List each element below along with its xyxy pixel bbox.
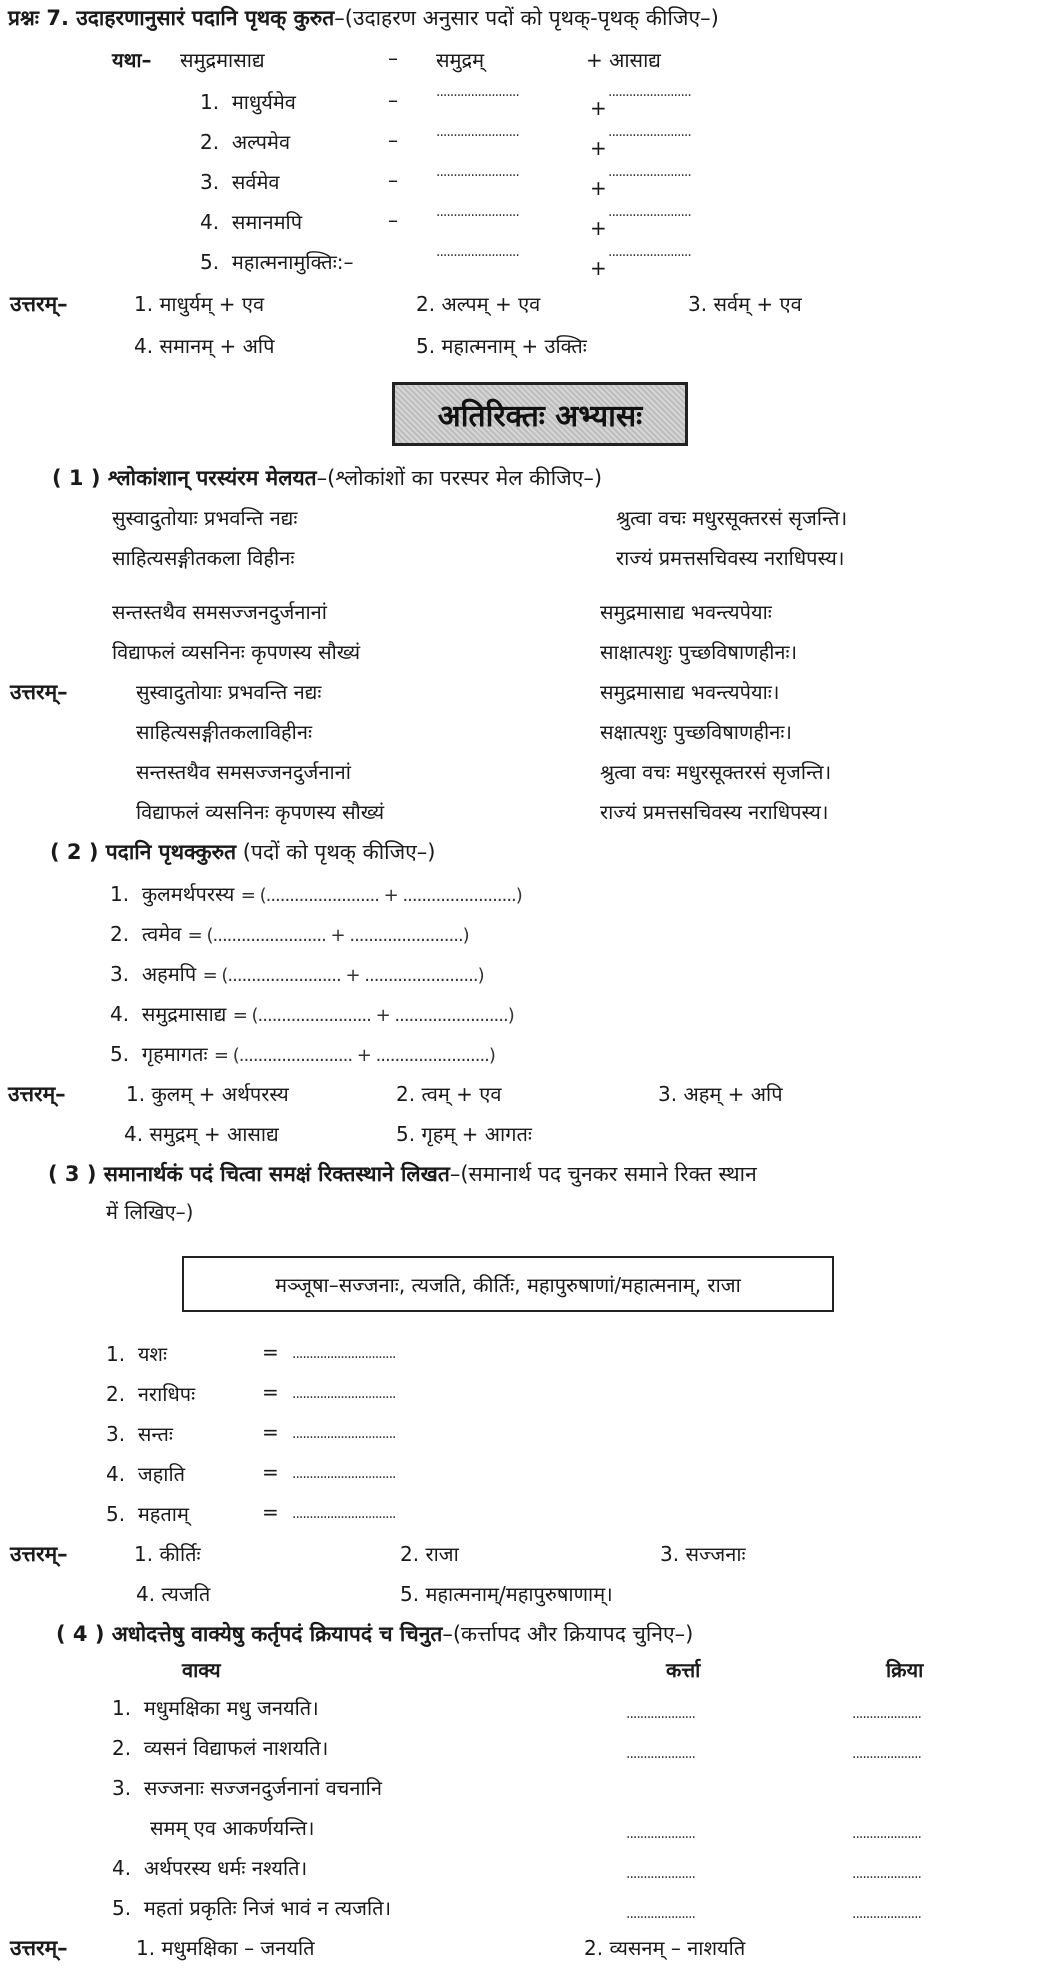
answer: 4. समुद्रम् + आसाद्य [124,1122,279,1146]
row-num: 3. [112,1776,132,1800]
item-word: समानमपि [231,210,303,234]
answer: 1. कीर्तिः [134,1542,201,1566]
row-text: अर्थपरस्य धर्मः नश्यति। [143,1856,308,1880]
row-num: 1. [112,1696,132,1720]
blank[interactable]: .............................. [292,1346,396,1362]
blank[interactable]: .............................. [292,1386,396,1402]
plus: + [590,176,607,200]
item-dash: – [388,208,398,232]
ex3-item [106,1340,167,1367]
blank-2[interactable]: ........................ [608,204,691,220]
blank-2[interactable]: ........................ [608,164,691,180]
blank-pair[interactable]: = (........................ + ........................) [187,925,469,946]
right-line: श्रुत्वा वचः मधुरसूक्तरसं सृजन्ति। [616,506,848,530]
item-word: सर्वमेव [231,170,280,194]
equals: = [262,1340,279,1364]
exercise-hint: (पदों को पृथक् कीजिए–) [236,840,436,864]
answer-left: विद्याफलं व्यसनिनः कृपणस्य सौख्यं [136,800,385,824]
equals: = [262,1380,279,1404]
plus: + [590,136,607,160]
item-num: 3. [106,1422,126,1446]
sentence-row [112,1734,328,1761]
answer-left: सुस्वादुतोयाः प्रभवन्ति नद्यः [136,680,322,704]
ex3-item [106,1380,195,1407]
verb-blank[interactable]: .................... [852,1826,922,1842]
subject-blank[interactable]: .................... [626,1826,696,1842]
q7-item [200,168,280,195]
item-num: 1. [110,882,130,906]
blank-pair[interactable]: = (........................ + ........................) [213,1045,495,1066]
item-num: 3. [200,170,220,194]
column-header-subject: कर्त्ता [666,1658,701,1682]
blank-1[interactable]: ........................ [436,244,519,260]
exercise-title: ( 4 ) अधोदत्तेषु वाक्येषु कर्तृपदं क्रियापदं च चिनुत [56,1622,443,1646]
blank-1[interactable]: ........................ [436,84,519,100]
question-hint: –(उदाहरण अनुसार पदों को पृथक्-पृथक् कीजिए–) [334,6,719,30]
example-part2: + आसाद्य [586,48,661,72]
item-dash: – [388,88,398,112]
answer: 5. महात्मनाम् + उक्तिः [416,334,587,358]
item-num: 2. [200,130,220,154]
answer-right: सक्षात्पशुः पुच्छविषाणहीनः। [600,720,792,744]
item-num: 5. [110,1042,130,1066]
right-line: राज्यं प्रमत्तसचिवस्य नराधिपस्य। [616,546,845,570]
subject-blank[interactable]: .................... [626,1746,696,1762]
word-box: मञ्जूषा–सज्जनाः, त्यजति, कीर्तिः, महापुरुषाणां/महात्मनाम्, राजा [182,1256,834,1312]
answer: 1. माधुर्यम् + एव [134,292,265,316]
item-word: त्वमेव [141,922,182,946]
item-num: 3. [110,962,130,986]
question-title: प्रश्नः 7. उदाहरणानुसारं पदानि पृथक् कुरुत [8,6,335,30]
ex3-item [106,1420,173,1447]
item-word: अहमपि [141,962,197,986]
item-num: 4. [110,1002,130,1026]
subject-blank[interactable]: .................... [626,1866,696,1882]
item-dash: – [388,168,398,192]
plus: + [590,96,607,120]
answer-label: उत्तरम्– [10,1936,68,1960]
q7-item [200,248,353,275]
row-num: 4. [112,1856,132,1880]
ex2-item [110,960,484,987]
subject-blank[interactable]: .................... [626,1706,696,1722]
row-num: 2. [112,1736,132,1760]
left-line: साहित्यसङ्गीतकला विहीनः [112,546,295,570]
item-num: 1. [200,90,220,114]
answer-right: श्रुत्वा वचः मधुरसूक्तरसं सृजन्ति। [600,760,832,784]
blank-2[interactable]: ........................ [608,84,691,100]
item-dash: – [388,128,398,152]
row-text: सज्जनाः सज्जनदुर्जनानां वचनानि [143,1776,382,1800]
left-line: सन्तस्तथैव समसज्जनदुर्जनानां [112,600,327,624]
exercise-hint-continued: में लिखिए–) [106,1200,194,1224]
answer: 5. गृहम् + आगतः [396,1122,532,1146]
item-word: महताम् [137,1502,189,1526]
item-num: 1. [106,1342,126,1366]
answer-right: समुद्रमासाद्य भवन्त्यपेयाः। [600,680,780,704]
row-text: मधुमक्षिका मधु जनयति। [143,1696,319,1720]
answer: 2. व्यसनम् – नाशयति [584,1936,746,1960]
answer: 3. सर्वम् + एव [688,292,802,316]
exercise-3-title [48,1160,757,1188]
question-7-title [8,4,719,32]
blank-pair[interactable]: = (........................ + ........................) [240,885,522,906]
verb-blank[interactable]: .................... [852,1866,922,1882]
exercise-4-title [56,1620,693,1648]
exercise-hint: –(समानार्थ पद चुनकर समाने रिक्त स्थान [449,1162,757,1186]
blank-2[interactable]: ........................ [608,124,691,140]
item-word: महात्मनामुक्तिः:– [231,250,354,274]
item-word: अल्पमेव [231,130,291,154]
equals: = [262,1460,279,1484]
verb-blank[interactable]: .................... [852,1746,922,1762]
item-word: यशः [137,1342,168,1366]
q7-item [200,128,290,155]
right-line: समुद्रमासाद्य भवन्त्यपेयाः [600,600,772,624]
verb-blank[interactable]: .................... [852,1706,922,1722]
item-word: जहाति [137,1462,186,1486]
item-num: 5. [106,1502,126,1526]
ex2-item [110,1000,514,1027]
exercise-title: ( 2 ) पदानि पृथक्कुरुत [50,840,237,864]
answer-right: राज्यं प्रमत्तसचिवस्य नराधिपस्य। [600,800,829,824]
item-num: 2. [110,922,130,946]
answer-label: उत्तरम्– [10,680,68,704]
item-word: नराधिपः [137,1382,196,1406]
q7-item [200,208,302,235]
exercise-hint: –(कर्त्तापद और क्रियापद चुनिए–) [442,1622,694,1646]
blank-1[interactable]: ........................ [436,204,519,220]
sentence-row [112,1854,307,1881]
exercise-title: ( 1 ) श्लोकांशान् परस्यंरम मेलयत [52,466,317,490]
column-header-verb: क्रिया [886,1658,924,1682]
q7-item [200,88,296,115]
blank[interactable]: .............................. [292,1506,396,1522]
answer-left: सन्तस्तथैव समसज्जनदुर्जनानां [136,760,351,784]
sentence-row [112,1694,319,1721]
left-line: सुस्वादुतोयाः प्रभवन्ति नद्यः [112,506,298,530]
answer: 3. सज्जनाः [660,1542,746,1566]
example-part1: समुद्रम् [436,48,485,72]
row-text: व्यसनं विद्याफलं नाशयति। [143,1736,329,1760]
exercise-title: ( 3 ) समानार्थकं पदं चित्वा समक्षं रिक्तस्थाने लिखत [48,1162,450,1186]
answer: 1. मधुमक्षिका – जनयति [136,1936,315,1960]
sentence-row [112,1774,382,1801]
column-header-sentence: वाक्य [182,1658,221,1682]
blank-1[interactable]: ........................ [436,164,519,180]
answer: 1. कुलम् + अर्थपरस्य [126,1082,289,1106]
item-num: 4. [200,210,220,234]
example-word: समुद्रमासाद्य [180,48,265,72]
blank[interactable]: .............................. [292,1466,396,1482]
answer: 2. अल्पम् + एव [416,292,541,316]
item-word: गृहमागतः [141,1042,208,1066]
exercise-2-title [50,838,435,866]
answer: 4. समानम् + अपि [134,334,275,358]
answer-label: उत्तरम्– [10,1542,68,1566]
answer: 5. महात्मनाम्/महापुरुषाणाम्। [400,1582,613,1606]
answer: 3. अहम् + अपि [658,1082,783,1106]
example-dash: – [388,46,398,70]
answer-label: उत्तरम्– [10,292,68,316]
equals: = [262,1500,279,1524]
answer-left: साहित्यसङ्गीतकलाविहीनः [136,720,312,744]
ex2-item [110,1040,495,1067]
section-heading: अतिरिक्तः अभ्यासः [392,382,688,446]
answer: 2. त्वम् + एव [396,1082,502,1106]
blank-pair[interactable]: = (........................ + ........................) [232,1005,514,1026]
ex3-item [106,1460,185,1487]
sentence-row-continued: समम् एव आकर्णयन्ति। [150,1816,315,1840]
plus: + [590,216,607,240]
item-word: माधुर्यमेव [231,90,296,114]
subject-blank[interactable]: .................... [626,1906,696,1922]
left-line: विद्याफलं व्यसनिनः कृपणस्य सौख्यं [112,640,361,664]
equals: = [262,1420,279,1444]
blank-2[interactable]: ........................ [608,244,691,260]
exercise-hint: –(श्लोकांशों का परस्पर मेल कीजिए–) [316,466,603,490]
exercise-1-title [52,464,602,492]
answer: 2. राजा [400,1542,459,1566]
answer-label: उत्तरम्– [8,1082,66,1106]
answer: 4. त्यजति [136,1582,211,1606]
blank[interactable]: .............................. [292,1426,396,1442]
row-text: महतां प्रकृतिः निजं भावं न त्यजति। [143,1896,392,1920]
item-word: कुलमर्थपरस्य [141,882,235,906]
blank-1[interactable]: ........................ [436,124,519,140]
plus: + [590,256,607,280]
blank-pair[interactable]: = (........................ + ........................) [202,965,484,986]
sentence-row [112,1894,391,1921]
item-num: 4. [106,1462,126,1486]
row-num: 5. [112,1896,132,1920]
ex2-item [110,880,522,907]
example-label: यथा– [112,48,152,72]
ex2-item [110,920,469,947]
item-num: 5. [200,250,220,274]
item-num: 2. [106,1382,126,1406]
verb-blank[interactable]: .................... [852,1906,922,1922]
right-line: साक्षात्पशुः पुच्छविषाणहीनः। [600,640,798,664]
item-word: समुद्रमासाद्य [141,1002,227,1026]
item-word: सन्तः [137,1422,173,1446]
ex3-item [106,1500,189,1527]
